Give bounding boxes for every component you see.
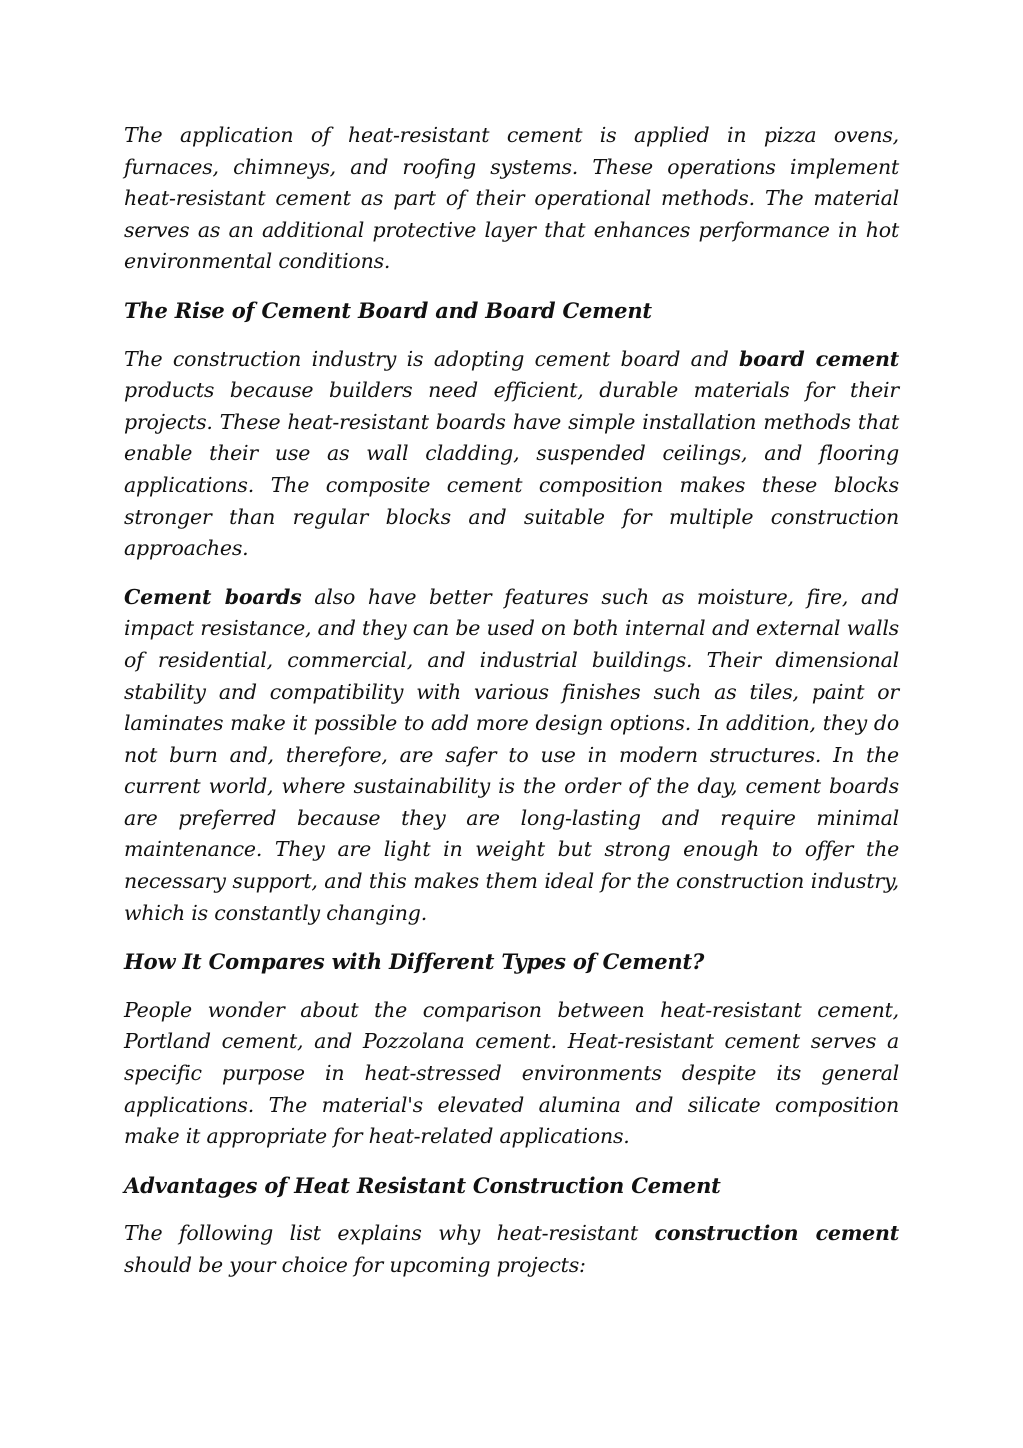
paragraph-comparison: People wonder about the comparison between heat-resistant cement, Portland cement, and Pozzolana cement. Heat-resistant cement serves a specific purpose in heat-stressed environments despite its general applications. The material's elevated alumina and silicate composition make it appropriate for heat-related applications. bbox=[124, 997, 899, 1149]
paragraph-heat-resistant-applications: The application of heat-resistant cement is applied in pizza ovens, furnaces, chimneys, and roofing systems. These operations implement heat-resistant cement as part of their operational methods. The material serves as an additional protective layer that enhances performance in hot environmental conditions. bbox=[124, 123, 899, 274]
paragraph-board-cement bbox=[124, 344, 899, 565]
keyword-construction-cement: construction cement bbox=[654, 1221, 899, 1246]
keyword-cement-boards: Cement boards bbox=[124, 584, 302, 609]
paragraph-text: products because builders need efficient, durable materials for their projects. These heat-resistant boards have simple installation methods that enable their use as wall cladding, suspended ceilings, and flooring applications. The composite cement composition makes these blocks stronger than regular blocks and suitable for multiple construction approaches. bbox=[124, 378, 899, 561]
keyword-link-board-cement: board cement bbox=[739, 346, 900, 371]
paragraph-text: The following list explains why heat-resistant bbox=[124, 1221, 655, 1246]
heading-comparison: How It Compares with Different Types of Cement? bbox=[124, 949, 705, 975]
paragraph-cement-boards-features bbox=[124, 582, 899, 930]
paragraph-text: also have better features such as moisture, fire, and impact resistance, and they can be used on both internal and external walls of residential, commercial, and industrial buildings. Their dimensional stability and compatibility with various finishes such as tiles, paint or laminates make it possible to add more design options. In addition, they do not burn and, therefore, are safer to use in modern structures. In the current world, where sustainability is the order of the day, cement boards are preferred because they are long-lasting and require minimal maintenance. They are light in weight but strong enough to offer the necessary support, and this makes them ideal for the construction industry, which is constantly changing. bbox=[124, 584, 899, 925]
paragraph-text: The construction industry is adopting cement board and bbox=[124, 346, 740, 371]
heading-rise-of-cement-board: The Rise of Cement Board and Board Cement bbox=[124, 297, 652, 323]
document-page bbox=[124, 120, 899, 1299]
heading-advantages: Advantages of Heat Resistant Construction Cement bbox=[124, 1172, 721, 1198]
paragraph-advantages-intro bbox=[124, 1218, 899, 1281]
paragraph-text: should be your choice for upcoming projects: bbox=[124, 1253, 586, 1277]
